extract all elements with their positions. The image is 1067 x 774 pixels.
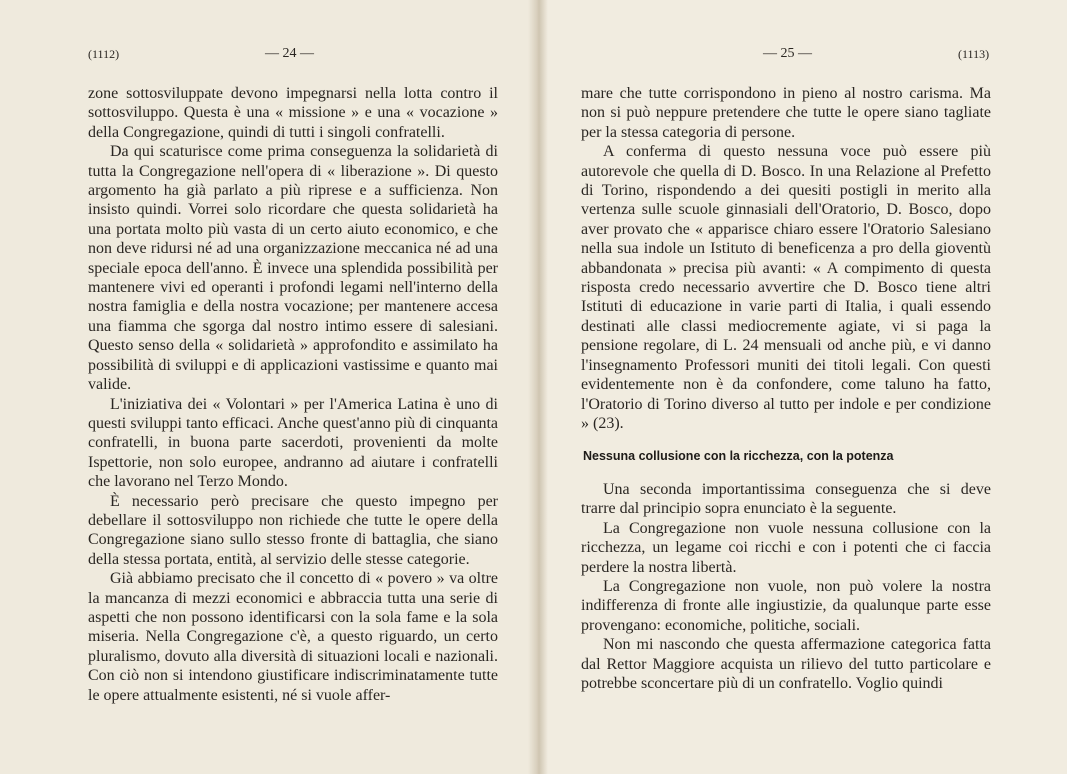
paragraph: Già abbiamo precisato che il concetto di « povero » va oltre la mancanza di mezzi economici e abbraccia tutta una serie di aspetti che non possono identificarsi con la sola fame e la sola miseria. Nella Congregazione c'è, a questo riguardo, un certo pluralismo, dovuto alla diversità di situazioni locali e nazionali. Con ciò non si intendono giustificare indiscriminatamente tutte le opere attualmente esistenti, né si vuole affer- (88, 570, 498, 704)
paragraph: Da qui scaturisce come prima conseguenza la solidarietà di tutta la Congregazione nell'opera di « liberazione ». Di questo argomento ha già parlato a più riprese e a sufficienza. Non insisto quindi. Vorrei solo ricordare che questa solidarietà ha una portata molto più vasta di un certo aiuto economico, e che non deve ridursi né ad una organizzazione meccanica né ad una speciale epoca dell'anno. È invece una splendida possibilità per mantenere vivi ed operanti i profondi legami nell'interno della nostra famiglia e della nostra vocazione; per mantenere accesa una fiamma che sgorga dal nostro intimo essere di salesiani. Questo senso della « solidarietà » approfondito e assimilato ha possibilità di sviluppi e di applicazioni vastissime e quanto mai valide. (88, 143, 498, 394)
paragraph: mare che tutte corrispondono in pieno al nostro carisma. Ma non si può neppure pretendere che tutte le opere siano tagliate per la stessa categoria di persone. (581, 85, 991, 141)
right-body-text-bottom (581, 480, 991, 693)
paragraph: La Congregazione non vuole, non può volere la nostra indifferenza di fronte alle ingiustizie, da qualunque parte esse provengano: economiche, politiche, sociali. (581, 578, 991, 634)
paragraph: È necessario però precisare che questo impegno per debellare il sottosviluppo non richiede che tutte le opere della Congregazione siano sullo stesso fronte di battaglia, che siano della stessa portata, entità, al servizio delle stesse categorie. (88, 492, 498, 568)
paragraph: Non mi nascondo che questa affermazione categorica fatta dal Rettor Maggiore acquista un rilievo del tutto particolare e potrebbe sconcertare più di un confratello. Voglio quindi (581, 636, 991, 693)
right-body-text-top (581, 84, 991, 433)
book-gutter (528, 0, 548, 774)
right-header-code: (1113) (958, 47, 990, 61)
left-body-text (88, 84, 498, 705)
left-header-code: (1112) (88, 47, 120, 61)
paragraph: L'iniziativa dei « Volontari » per l'America Latina è uno di questi sviluppi tanto efficaci. Anche quest'anno più di cinquanta confratelli, in buona parte sacerdoti, provenienti da molte Ispettorie, non solo europee, andranno ad aiutare i confratelli che lavorano nel Terzo Mondo. (88, 395, 498, 491)
paragraph: zone sottosviluppate devono impegnarsi nella lotta contro il sottosviluppo. Questa è una « missione » e una « vocazione » della Congregazione, quindi di tutti i singoli confratelli. (88, 85, 498, 141)
right-page-number: — 25 — (763, 46, 812, 61)
paragraph: Una seconda importantissima conseguenza che si deve trarre dal principio sopra enunciato è la seguente. (581, 481, 991, 518)
paragraph: A conferma di questo nessuna voce può essere più autorevole che quella di D. Bosco. In una Relazione al Prefetto di Torino, rispondendo a dei quesiti postigli in merito alla vertenza sulle scuole ginnasiali dell'Oratorio, D. Bosco, dopo aver provato che « apparisce chiaro essere l'Oratorio Salesiano nella sua indole un Istituto di beneficenza a pro della gioventù abbandonata » precisa più avanti: « A compimento di questa risposta credo necessario avvertire che D. Bosco tiene altri Istituti di educazione in varie parti di Italia, i quali essendo destinati alle classi mediocremente agiate, vi si paga la pensione regolare, di L. 24 mensuali od anche più, e vi danno l'insegnamento Professori muniti dei titoli legali. Con questi evidentemente non è da confondere, come taluno ha fatto, l'Oratorio di Torino diverso al tutto per indole e per condizione » (23). (581, 143, 991, 432)
paragraph: La Congregazione non vuole nessuna collusione con la ricchezza, un legame coi ricchi e con i potenti che ci faccia perdere la nostra libertà. (581, 519, 991, 576)
left-page-number: — 24 — (265, 46, 314, 61)
section-heading: Nessuna collusione con la ricchezza, con la potenza (583, 449, 894, 463)
